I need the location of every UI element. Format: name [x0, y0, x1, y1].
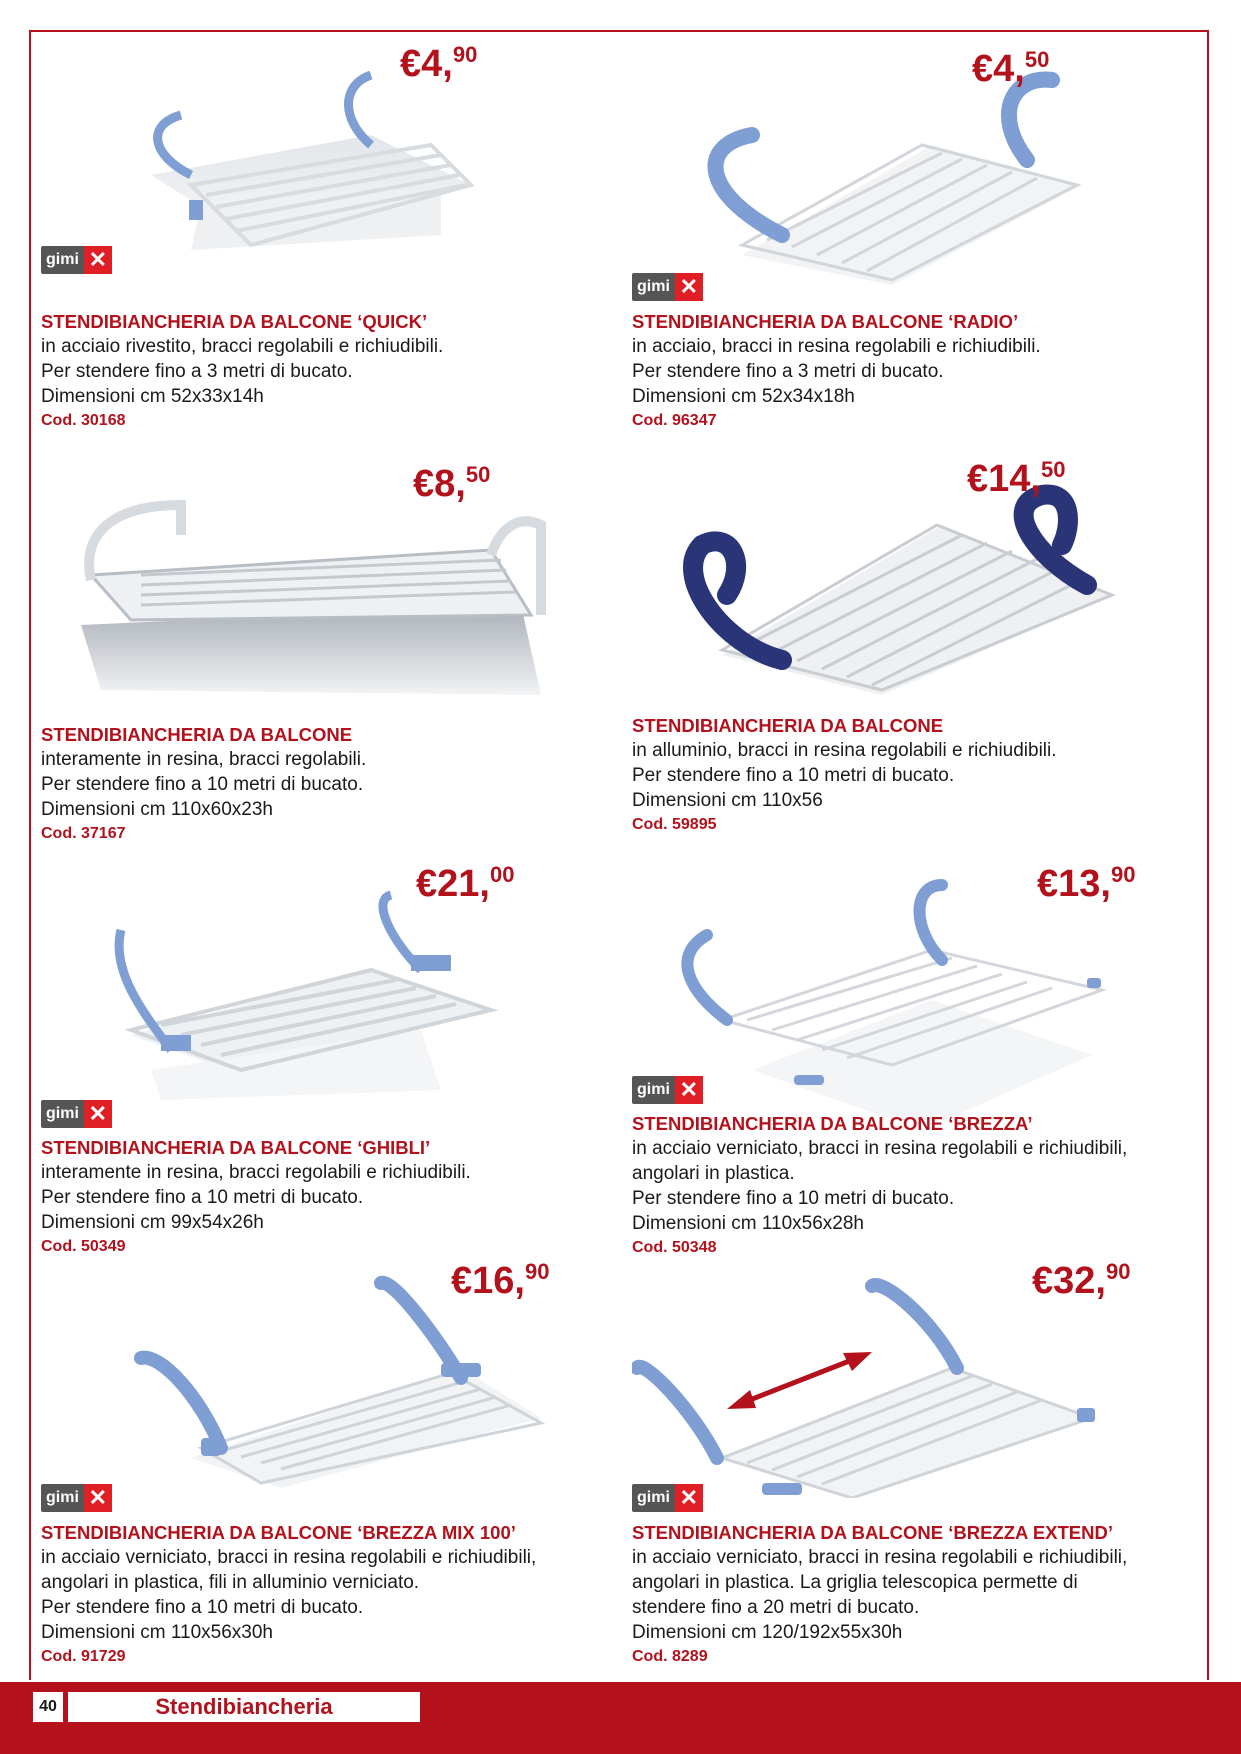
- price: €8,50: [413, 462, 491, 505]
- product-ghibli: [41, 860, 601, 1260]
- product-brezza-mix-100: [41, 1258, 601, 1678]
- gimi-logo: gimi ✕: [632, 1076, 708, 1104]
- product-image: [41, 35, 601, 295]
- product-desc-line: interamente in resina, bracci regolabili.: [41, 749, 367, 770]
- gimi-logo: gimi ✕: [41, 1100, 117, 1128]
- product-title: STENDIBIANCHERIA DA BALCONE: [41, 724, 353, 745]
- product-desc-line: Dimensioni cm 110x60x23h: [41, 799, 273, 820]
- product-code: Cod. 50348: [632, 1239, 717, 1256]
- product-desc-line: Dimensioni cm 110x56: [632, 790, 823, 811]
- price: €21,00: [416, 862, 515, 905]
- price: €14,50: [967, 457, 1066, 500]
- product-image: [41, 860, 601, 1126]
- product-desc-line: in acciaio, bracci in resina regolabili e richiudibili.: [632, 336, 1041, 357]
- product-desc-line: Per stendere fino a 10 metri di bucato.: [41, 774, 364, 795]
- product-code: Cod. 59895: [632, 816, 717, 833]
- product-desc-line: angolari in plastica. La griglia telescopica permette di: [632, 1572, 1078, 1593]
- product-code: Cod. 8289: [632, 1648, 708, 1665]
- product-desc-line: Dimensioni cm 110x56x28h: [632, 1213, 864, 1234]
- page-number: 40: [33, 1692, 63, 1722]
- product-desc-line: in acciaio verniciato, bracci in resina regolabili e richiudibili,: [632, 1547, 1128, 1568]
- product-desc-line: Per stendere fino a 10 metri di bucato.: [41, 1597, 364, 1618]
- product-desc-line: Per stendere fino a 10 metri di bucato.: [41, 1187, 364, 1208]
- product-image: [632, 860, 1192, 1120]
- product-desc-line: Per stendere fino a 3 metri di bucato.: [632, 361, 944, 382]
- price: €32,90: [1032, 1259, 1131, 1302]
- product-title: STENDIBIANCHERIA DA BALCONE ‘BREZZA EXTEND’: [632, 1522, 1114, 1543]
- product-code: Cod. 91729: [41, 1648, 126, 1665]
- product-desc-line: in acciaio verniciato, bracci in resina regolabili e richiudibili,: [632, 1138, 1128, 1159]
- product-desc-line: Per stendere fino a 3 metri di bucato.: [41, 361, 353, 382]
- product-radio: [632, 35, 1192, 435]
- product-brezza-extend: [632, 1258, 1192, 1678]
- price: €4,90: [400, 42, 478, 85]
- product-title: STENDIBIANCHERIA DA BALCONE ‘QUICK’: [41, 311, 428, 332]
- gimi-logo: gimi ✕: [632, 273, 708, 301]
- product-image: [632, 35, 1192, 299]
- product-quick: [41, 35, 601, 435]
- product-desc-line: Dimensioni cm 52x33x14h: [41, 386, 264, 407]
- product-resina: [41, 445, 601, 845]
- price: €13,90: [1037, 862, 1136, 905]
- product-desc-line: Dimensioni cm 110x56x30h: [41, 1622, 273, 1643]
- product-desc-line: Per stendere fino a 10 metri di bucato.: [632, 765, 955, 786]
- product-code: Cod. 96347: [632, 412, 717, 429]
- product-image: [632, 1258, 1192, 1510]
- product-title: STENDIBIANCHERIA DA BALCONE ‘BREZZA’: [632, 1113, 1033, 1134]
- gimi-logo: gimi ✕: [41, 246, 117, 274]
- product-desc-line: Dimensioni cm 120/192x55x30h: [632, 1622, 903, 1643]
- product-desc-line: angolari in plastica, fili in alluminio verniciato.: [41, 1572, 420, 1593]
- product-desc-line: interamente in resina, bracci regolabili e richiudibili.: [41, 1162, 471, 1183]
- product-desc-line: in acciaio rivestito, bracci regolabili e richiudibili.: [41, 336, 444, 357]
- product-title: STENDIBIANCHERIA DA BALCONE ‘BREZZA MIX 100’: [41, 1522, 516, 1543]
- product-desc-line: stendere fino a 20 metri di bucato.: [632, 1597, 920, 1618]
- product-title: STENDIBIANCHERIA DA BALCONE ‘GHIBLI’: [41, 1137, 431, 1158]
- product-desc-line: Dimensioni cm 99x54x26h: [41, 1212, 264, 1233]
- section-title: Stendibiancheria: [68, 1692, 420, 1722]
- product-desc-line: angolari in plastica.: [632, 1163, 795, 1184]
- product-title: STENDIBIANCHERIA DA BALCONE: [632, 715, 944, 736]
- product-code: Cod. 50349: [41, 1238, 126, 1255]
- product-image: [41, 1258, 601, 1510]
- product-brezza: [632, 860, 1192, 1280]
- price: €16,90: [451, 1259, 550, 1302]
- product-image: [41, 445, 601, 705]
- gimi-logo: gimi ✕: [632, 1484, 708, 1512]
- product-code: Cod. 30168: [41, 412, 126, 429]
- product-alluminio: [632, 445, 1192, 845]
- product-desc-line: in alluminio, bracci in resina regolabili e richiudibili.: [632, 740, 1057, 761]
- gimi-logo: gimi ✕: [41, 1484, 117, 1512]
- product-desc-line: in acciaio verniciato, bracci in resina regolabili e richiudibili,: [41, 1547, 537, 1568]
- product-title: STENDIBIANCHERIA DA BALCONE ‘RADIO’: [632, 311, 1019, 332]
- product-image: [632, 445, 1192, 705]
- product-code: Cod. 37167: [41, 825, 126, 842]
- price: €4,50: [972, 47, 1050, 90]
- product-desc-line: Per stendere fino a 10 metri di bucato.: [632, 1188, 955, 1209]
- product-desc-line: Dimensioni cm 52x34x18h: [632, 386, 855, 407]
